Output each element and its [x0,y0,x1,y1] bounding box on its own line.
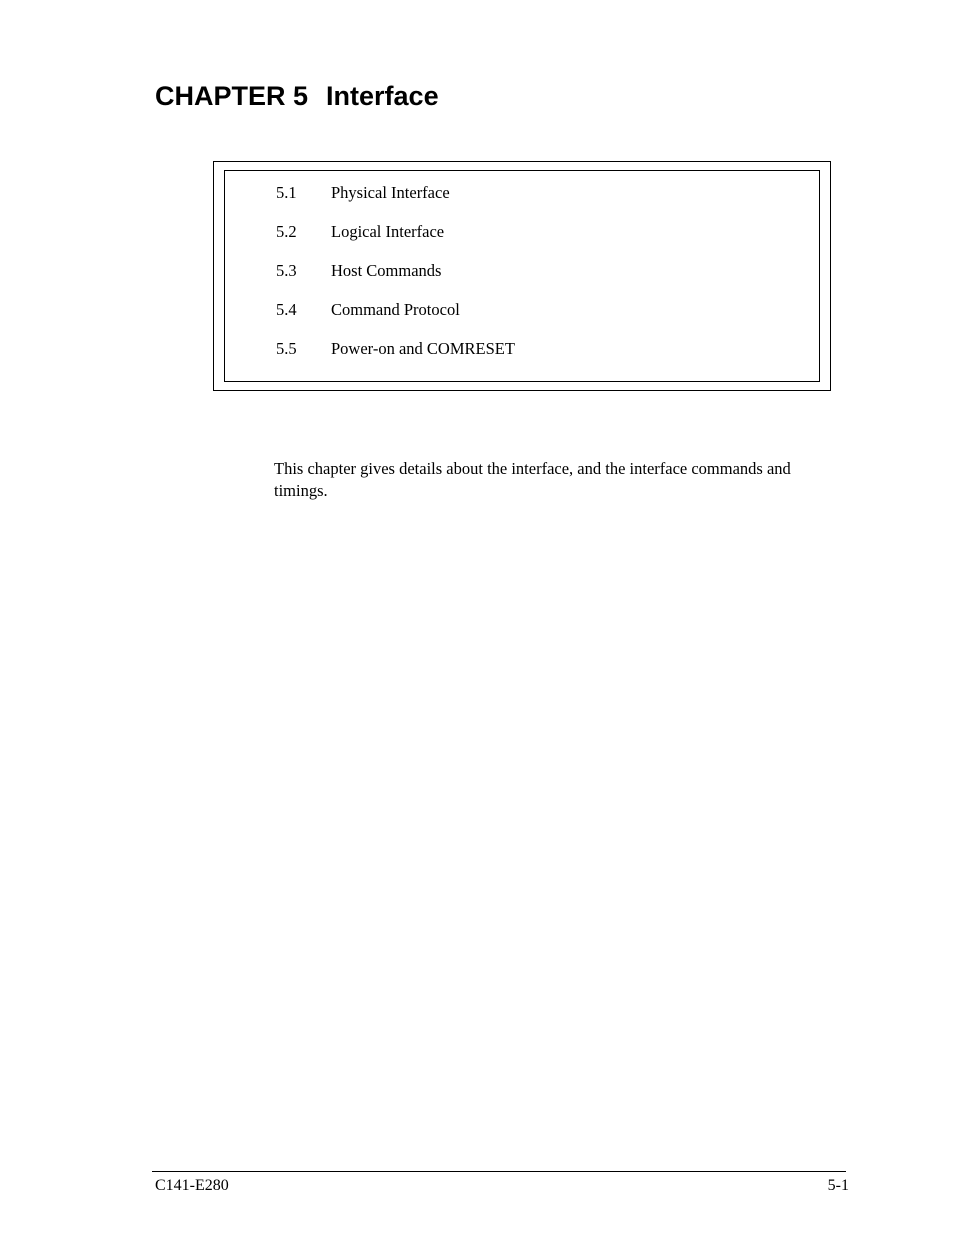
chapter-name: Interface [326,81,439,111]
toc-item[interactable] [276,222,515,261]
toc-section-number: 5.2 [276,222,297,241]
toc-item[interactable] [276,183,515,222]
toc-section-number: 5.4 [276,300,297,319]
toc-section-title: Logical Interface [331,222,445,241]
chapter-title [155,78,439,114]
toc-section-title: Power-on and COMRESET [331,339,515,358]
toc-item[interactable] [276,261,515,300]
toc-item[interactable] [276,300,515,339]
toc-section-title: Host Commands [331,261,442,280]
toc-list [276,183,515,378]
chapter-intro-paragraph: This chapter gives details about the interface, and the interface commands and timings. [274,459,791,500]
footer-divider [152,1171,846,1172]
footer-page-number: 5-1 [827,1177,849,1194]
toc-section-title: Command Protocol [331,300,460,319]
toc-item[interactable] [276,339,515,378]
toc-section-number: 5.5 [276,339,297,358]
toc-section-number: 5.3 [276,261,297,280]
chapter-toc-box [213,161,831,391]
chapter-number: CHAPTER 5 [155,81,309,111]
chapter-toc-inner-frame [224,170,820,382]
toc-section-title: Physical Interface [331,183,450,202]
toc-section-number: 5.1 [276,183,297,202]
footer-document-id: C141-E280 [155,1177,229,1194]
